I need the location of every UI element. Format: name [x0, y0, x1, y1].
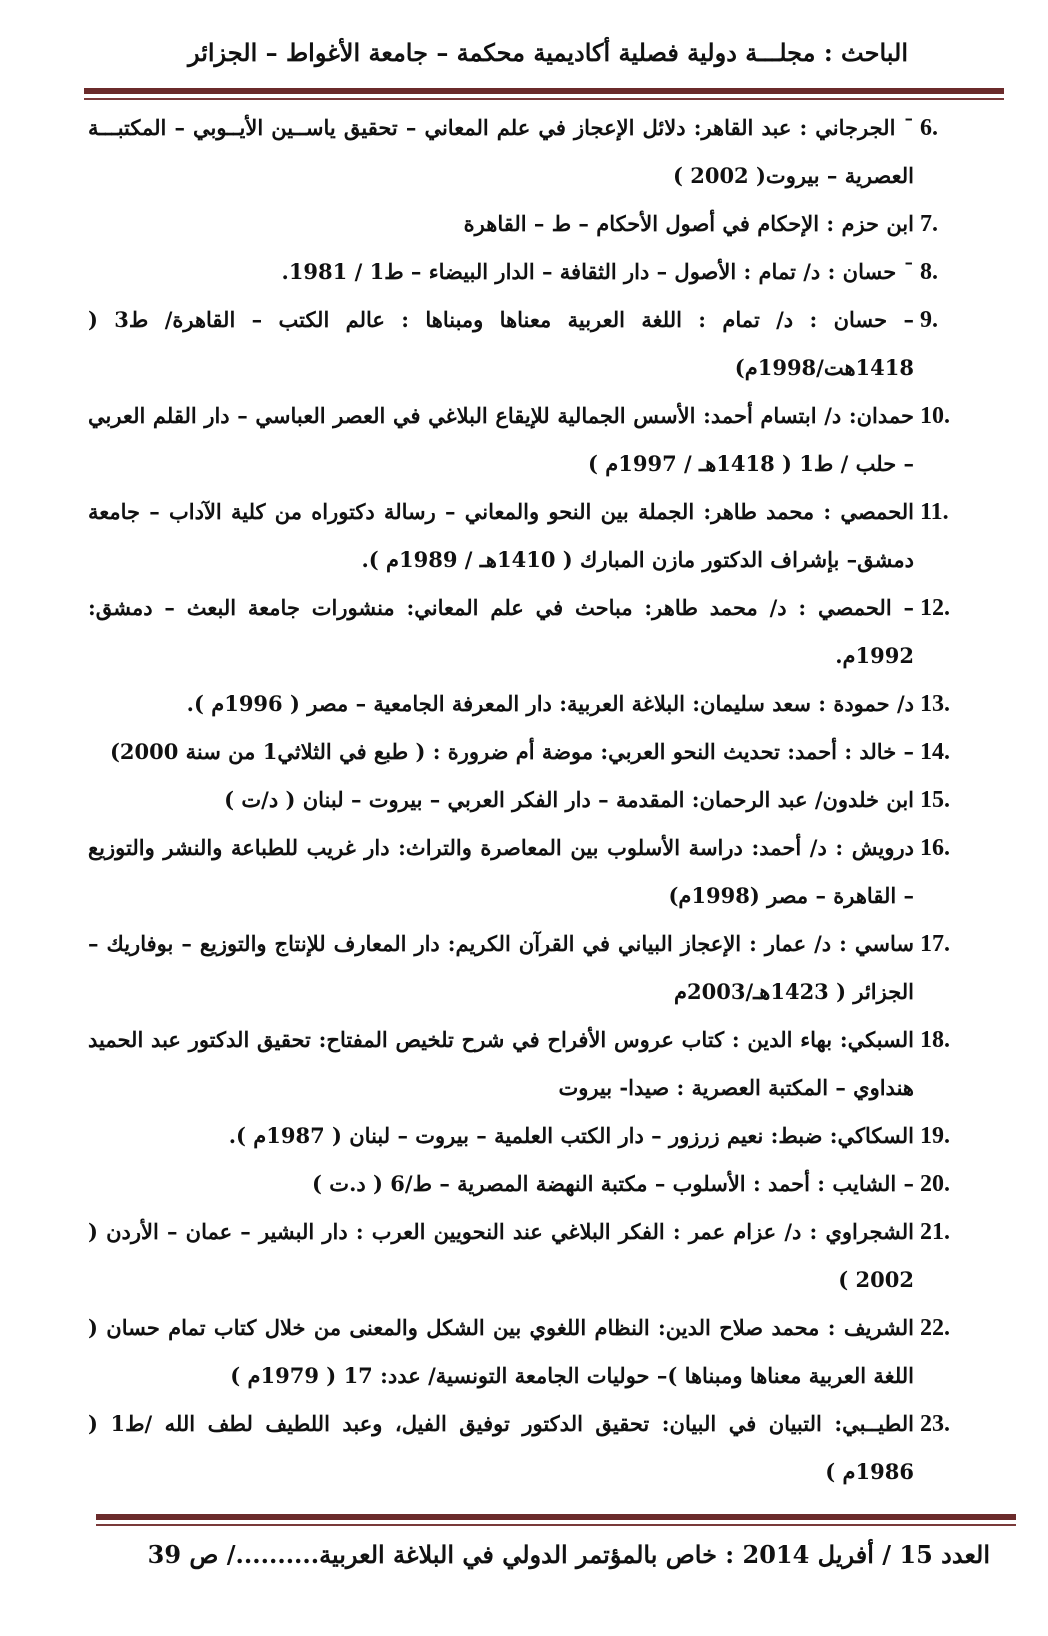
page-footer: العدد 15 / أفريل 2014 : خاص بالمؤتمر الدولي في البلاغة العربية........../ ص 39 [147, 1540, 990, 1569]
reference-text: ساسي : د/ عمار : الإعجاز البياني في القرآن الكريم: دار المعارف للإنتاج والتوزيع – بوفاريك – الجزائر ( 1423هـ/2003م [88, 931, 914, 1004]
reference-number: 15. [920, 787, 950, 813]
footer-divider-thick [96, 1514, 1016, 1520]
reference-number: 13. [920, 691, 950, 717]
reference-number: 17. [920, 931, 950, 957]
reference-item [88, 248, 972, 296]
footer-divider-thin [96, 1524, 1016, 1526]
reference-text: السبكي: بهاء الدين : كتاب عروس الأفراح في شرح تلخيص المفتاح: تحقيق الدكتور عبد الحميد هنداوي – المكتبة العصرية : صيدا- بيروت [88, 1027, 914, 1100]
reference-number: 8. [920, 259, 938, 285]
reference-item [88, 776, 972, 824]
reference-number: 18. [920, 1027, 950, 1053]
reference-number: 10. [920, 403, 950, 429]
reference-item [88, 920, 972, 1016]
reference-item [88, 392, 972, 488]
reference-text: الحمصي : محمد طاهر: الجملة بين النحو والمعاني – رسالة دكتوراه من كلية الآداب – جامعة دمشق– بإشراف الدكتور مازن المبارك ( 1410هـ / 1989م ). [88, 499, 914, 572]
reference-text: الشريف : محمد صلاح الدين: النظام اللغوي بين الشكل والمعنى من خلال كتاب تمام حسان ( اللغة العربية معناها ومبناها )– حوليات الجامعة التونسية/ عدد: 17 ( 1979م ) [88, 1315, 914, 1388]
reference-text: ¯ حسان : د/ تمام : الأصول – دار الثقافة – الدار البيضاء – ط1 / 1981. [281, 259, 914, 284]
reference-number: 21. [920, 1219, 950, 1245]
reference-item [88, 680, 972, 728]
reference-item [88, 1208, 972, 1304]
reference-text: درويش : د/ أحمد: دراسة الأسلوب بين المعاصرة والتراث: دار غريب للطباعة والنشر والتوزيع – القاهرة – مصر (1998م) [88, 835, 914, 908]
reference-text: – خالد : أحمد: تحديث النحو العربي: موضة أم ضرورة : ( طبع في الثلاثي1 من سنة 2000) [109, 739, 914, 764]
reference-item [88, 824, 972, 920]
header-divider-thin [84, 98, 1004, 100]
reference-text: د/ حمودة : سعد سليمان: البلاغة العربية: دار المعرفة الجامعية – مصر ( 1996م ). [186, 691, 914, 716]
reference-text: – حسان : د/ تمام : اللغة العربية معناها ومبناها : عالم الكتب – القاهرة/ ط3 ( 1418هت/1998م) [88, 307, 915, 380]
reference-text: حمدان: د/ ابتسام أحمد: الأسس الجمالية للإيقاع البلاغي في العصر العباسي – دار القلم العربي – حلب / ط1 ( 1418هـ / 1997م ) [88, 403, 914, 476]
reference-item [88, 488, 972, 584]
reference-number: 23. [920, 1411, 950, 1437]
header-divider-thick [84, 88, 1004, 94]
reference-item [88, 296, 972, 392]
reference-text: الطيــبي: التبيان في البيان: تحقيق الدكتور توفيق الفيل، وعبد اللطيف لطف الله /ط1 ( 1986م ) [88, 1411, 915, 1484]
reference-number: 9. [920, 307, 938, 333]
reference-text: الشجراوي : د/ عزام عمر : الفكر البلاغي عند النحويين العرب : دار البشير – عمان – الأردن ( 2002 ) [88, 1219, 914, 1292]
reference-number: 11. [920, 499, 949, 525]
reference-item [88, 1304, 972, 1400]
reference-item [88, 1016, 972, 1112]
reference-number: 20. [920, 1171, 950, 1197]
reference-number: 12. [920, 595, 950, 621]
reference-text: ابن خلدون/ عبد الرحمان: المقدمة – دار الفكر العربي – بيروت – لبنان ( د/ت ) [224, 787, 914, 812]
references-list [88, 104, 972, 1496]
reference-number: 22. [920, 1315, 950, 1341]
reference-number: 7. [920, 211, 938, 237]
reference-number: 19. [920, 1123, 950, 1149]
reference-item [88, 1160, 972, 1208]
reference-text: – الحمصي : د/ محمد طاهر: مباحث في علم المعاني: منشورات جامعة البعث – دمشق: 1992م. [88, 595, 914, 668]
reference-number: 14. [920, 739, 950, 765]
reference-text: – الشايب : أحمد : الأسلوب – مكتبة النهضة المصرية – ط/6 ( د.ت ) [312, 1171, 914, 1196]
reference-item [88, 584, 972, 680]
reference-text: السكاكي: ضبط: نعيم زرزور – دار الكتب العلمية – بيروت – لبنان ( 1987م ). [228, 1123, 914, 1148]
reference-number: 16. [920, 835, 950, 861]
reference-item [88, 1400, 972, 1496]
reference-item [88, 104, 972, 200]
reference-item [88, 728, 972, 776]
reference-item [88, 200, 972, 248]
reference-text: ¯ الجرجاني : عبد القاهر: دلائل الإعجاز في علم المعاني – تحقيق ياســين الأيــوبي – المكتبـــة العصرية – بيروت( 2002 ) [88, 115, 914, 188]
reference-item [88, 1112, 972, 1160]
reference-number: 6. [920, 115, 938, 141]
page-header-title: الباحث : مجلـــة دولية فصلية أكاديمية محكمة – جامعة الأغواط – الجزائر [187, 38, 908, 67]
reference-text: ابن حزم : الإحكام في أصول الأحكام – ط – القاهرة [463, 211, 914, 236]
